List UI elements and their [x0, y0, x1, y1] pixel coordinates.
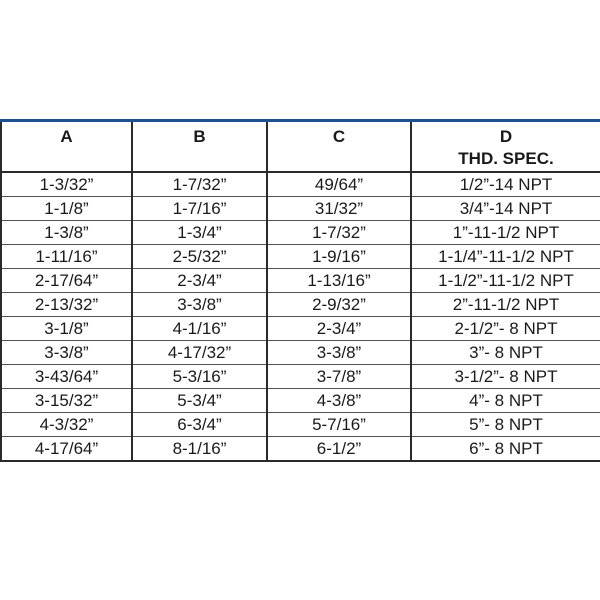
- table-cell-b: 5-3/16”: [132, 365, 267, 389]
- table-row: [1, 365, 600, 389]
- table-row: [1, 341, 600, 365]
- table-cell-a: 1-1/8”: [1, 197, 132, 221]
- table-header: [1, 121, 600, 173]
- table-cell-c: 1-9/16”: [267, 245, 411, 269]
- column-header-a-letter: A: [60, 127, 73, 146]
- table-cell-d: 1-1/2”-11-1/2 NPT: [411, 269, 600, 293]
- table-row: [1, 413, 600, 437]
- table-row: [1, 172, 600, 197]
- dimension-table: [0, 119, 600, 462]
- table-cell-a: 3-15/32”: [1, 389, 132, 413]
- table-cell-a: 3-3/8”: [1, 341, 132, 365]
- table-cell-b: 1-3/4”: [132, 221, 267, 245]
- table-cell-d: 1-1/4”-11-1/2 NPT: [411, 245, 600, 269]
- table-row: [1, 437, 600, 462]
- table-row: [1, 389, 600, 413]
- table-cell-b: 8-1/16”: [132, 437, 267, 462]
- table-cell-b: 4-1/16”: [132, 317, 267, 341]
- table-cell-a: 4-3/32”: [1, 413, 132, 437]
- table-row: [1, 293, 600, 317]
- table-cell-d: 2”-11-1/2 NPT: [411, 293, 600, 317]
- table-cell-d: 4”- 8 NPT: [411, 389, 600, 413]
- table-cell-c: 1-7/32”: [267, 221, 411, 245]
- table-row: [1, 269, 600, 293]
- table-cell-b: 4-17/32”: [132, 341, 267, 365]
- table-cell-c: 2-3/4”: [267, 317, 411, 341]
- table-cell-b: 2-3/4”: [132, 269, 267, 293]
- table-cell-b: 1-7/32”: [132, 172, 267, 197]
- table-cell-c: 49/64”: [267, 172, 411, 197]
- table-cell-a: 3-1/8”: [1, 317, 132, 341]
- column-header-c: [267, 121, 411, 173]
- table-cell-c: 6-1/2”: [267, 437, 411, 462]
- table-cell-d: 3/4”-14 NPT: [411, 197, 600, 221]
- column-header-c-letter: C: [332, 127, 346, 146]
- table-cell-a: 2-13/32”: [1, 293, 132, 317]
- table-cell-a: 1-11/16”: [1, 245, 132, 269]
- table-row: [1, 221, 600, 245]
- table-cell-c: 2-9/32”: [267, 293, 411, 317]
- table-cell-d: 6”- 8 NPT: [411, 437, 600, 462]
- header-row: [1, 121, 600, 173]
- table-cell-b: 1-7/16”: [132, 197, 267, 221]
- table-cell-a: 1-3/8”: [1, 221, 132, 245]
- table-row: [1, 245, 600, 269]
- table-cell-d: 3”- 8 NPT: [411, 341, 600, 365]
- table-cell-b: 3-3/8”: [132, 293, 267, 317]
- column-header-b: [132, 121, 267, 173]
- column-header-d-subtitle: THD. SPEC.: [458, 149, 554, 168]
- table-cell-d: 1”-11-1/2 NPT: [411, 221, 600, 245]
- table-cell-d: 5”- 8 NPT: [411, 413, 600, 437]
- table-cell-a: 4-17/64”: [1, 437, 132, 462]
- column-header-d-letter: D: [499, 127, 513, 146]
- table-cell-c: 5-7/16”: [267, 413, 411, 437]
- table-cell-c: 3-7/8”: [267, 365, 411, 389]
- table-row: [1, 317, 600, 341]
- table-cell-c: 4-3/8”: [267, 389, 411, 413]
- table-cell-b: 5-3/4”: [132, 389, 267, 413]
- column-header-d: [411, 121, 600, 173]
- column-header-b-letter: B: [193, 127, 206, 146]
- table-cell-d: 3-1/2”- 8 NPT: [411, 365, 600, 389]
- table-cell-a: 2-17/64”: [1, 269, 132, 293]
- table-cell-a: 3-43/64”: [1, 365, 132, 389]
- table-cell-b: 6-3/4”: [132, 413, 267, 437]
- table-cell-c: 3-3/8”: [267, 341, 411, 365]
- table-cell-d: 1/2”-14 NPT: [411, 172, 600, 197]
- table-cell-c: 31/32”: [267, 197, 411, 221]
- dimension-table-container: [0, 119, 600, 462]
- table-row: [1, 197, 600, 221]
- table-cell-c: 1-13/16”: [267, 269, 411, 293]
- table-cell-b: 2-5/32”: [132, 245, 267, 269]
- table-cell-a: 1-3/32”: [1, 172, 132, 197]
- table-body: [1, 172, 600, 461]
- column-header-a: [1, 121, 132, 173]
- table-cell-d: 2-1/2”- 8 NPT: [411, 317, 600, 341]
